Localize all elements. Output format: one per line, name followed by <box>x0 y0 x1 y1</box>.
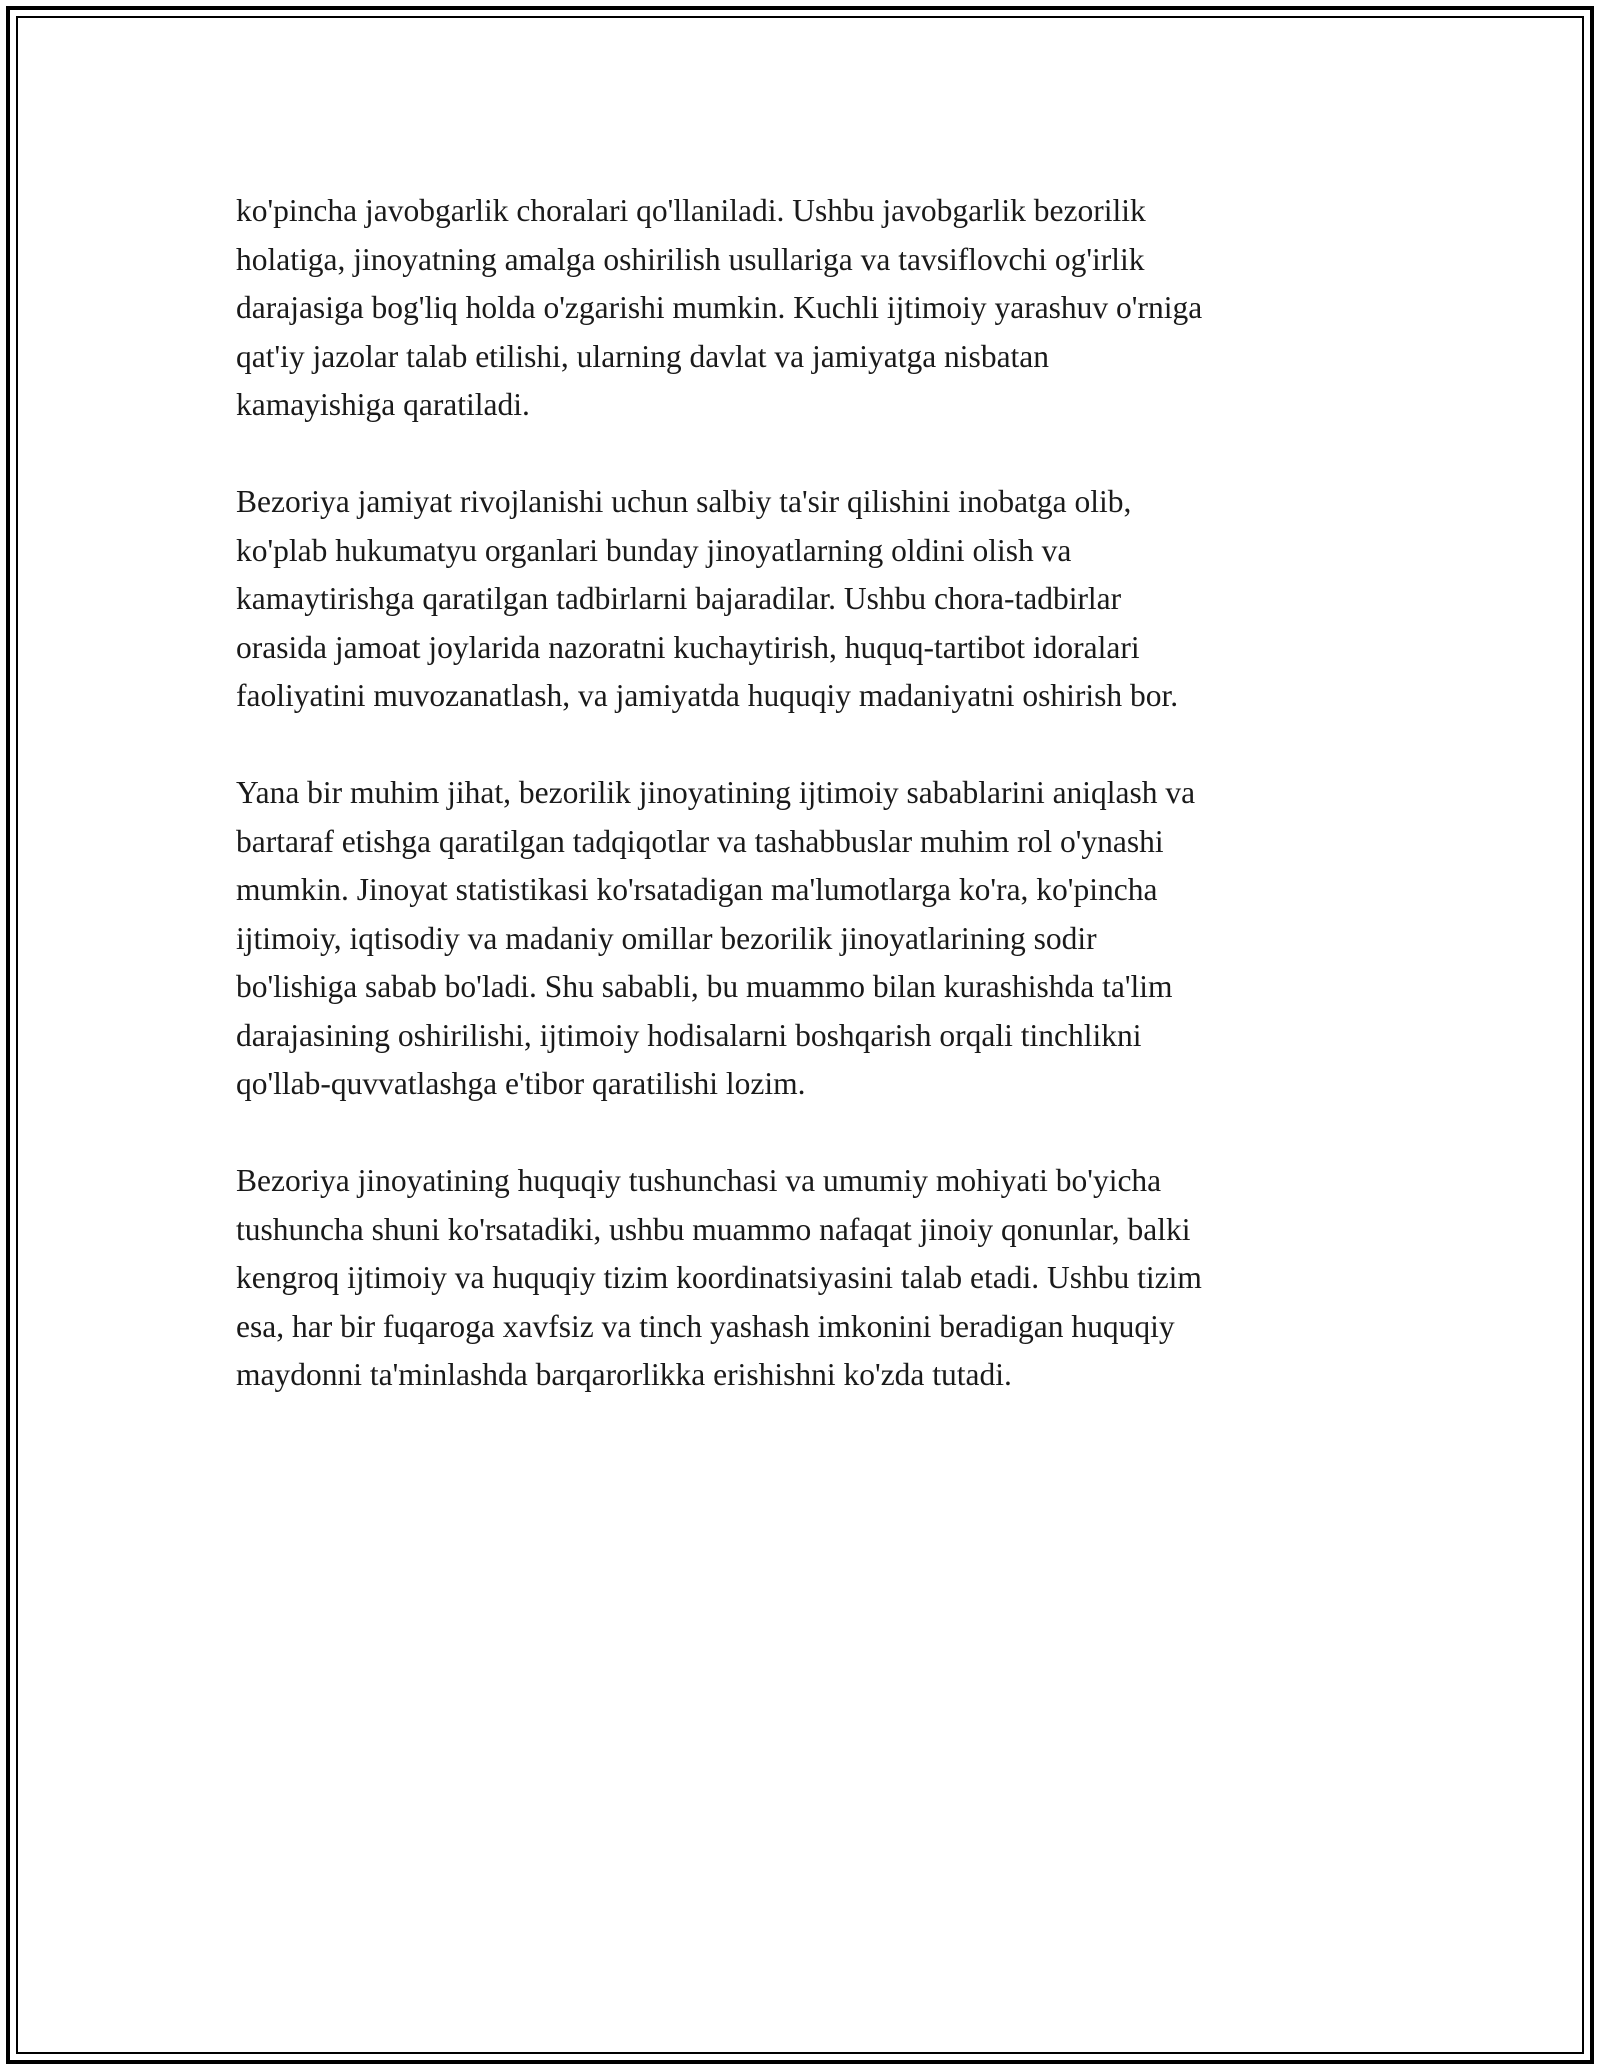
text-line: ijtimoiy, iqtisodiy va madaniy omillar bezorilik jinoyatlarining sodir <box>236 920 1097 956</box>
text-line: kengroq ijtimoiy va huquqiy tizim koordinatsiyasini talab etadi. Ushbu tizim <box>236 1260 1202 1295</box>
paragraph-3 <box>236 769 1366 1109</box>
text-line: esa, har bir fuqaroga xavfsiz va tinch yashash imkonini beradigan huquqiy <box>236 1308 1175 1344</box>
text-line: kamayishiga qaratiladi. <box>236 387 530 422</box>
text-line: Bezoriya jinoyatining huquqiy tushunchasi va umumiy mohiyati bo'yicha <box>236 1163 1162 1198</box>
paragraph-1 <box>236 187 1366 430</box>
text-line: Yana bir muhim jihat, bezorilik jinoyatining ijtimoiy sabablarini aniqlash va <box>236 775 1196 810</box>
text-line: tushuncha shuni ko'rsatadiki, ushbu muammo nafaqat jinoiy qonunlar, balki <box>236 1211 1191 1247</box>
text-line: darajasining oshirilishi, ijtimoiy hodisalarni boshqarish orqali tinchlikni <box>236 1017 1142 1053</box>
text-line: qat'iy jazolar talab etilishi, ularning davlat va jamiyatga nisbatan <box>236 338 1050 374</box>
text-line: Bezoriya jamiyat rivojlanishi uchun salbiy ta'sir qilishini inobatga olib, <box>236 484 1132 519</box>
text-line: mumkin. Jinoyat statistikasi ko'rsatadigan ma'lumotlarga ko'ra, ko'pincha <box>236 872 1158 907</box>
paragraph-4 <box>236 1157 1366 1400</box>
text-line: bartaraf etishga qaratilgan tadqiqotlar va tashabbuslar muhim rol o'ynashi <box>236 823 1164 859</box>
text-line: kamaytirishga qaratilgan tadbirlarni bajaradilar. Ushbu chora-tadbirlar <box>236 581 1122 616</box>
text-line: maydonni ta'minlashda barqarorlikka erishishni ko'zda tutadi. <box>236 1357 1012 1392</box>
document-body <box>236 187 1366 1448</box>
text-line: ko'plab hukumatyu organlari bunday jinoyatlarning oldini olish va <box>236 532 1072 568</box>
paragraph-2 <box>236 478 1366 721</box>
text-line: ko'pincha javobgarlik choralari qo'llaniladi. Ushbu javobgarlik bezorilik <box>236 193 1146 228</box>
text-line: qo'llab-quvvatlashga e'tibor qaratilishi lozim. <box>236 1066 806 1101</box>
text-line: bo'lishiga sabab bo'ladi. Shu sababli, bu muammo bilan kurashishda ta'lim <box>236 969 1173 1004</box>
text-line: holatiga, jinoyatning amalga oshirilish usullariga va tavsiflovchi og'irlik <box>236 241 1145 277</box>
text-line: darajasiga bog'liq holda o'zgarishi mumkin. Kuchli ijtimoiy yarashuv o'rniga <box>236 290 1203 325</box>
text-line: faoliyatini muvozanatlash, va jamiyatda huquqiy madaniyatni oshirish bor. <box>236 678 1179 713</box>
text-line: orasida jamoat joylarida nazoratni kuchaytirish, huquq-tartibot idoralari <box>236 629 1140 665</box>
